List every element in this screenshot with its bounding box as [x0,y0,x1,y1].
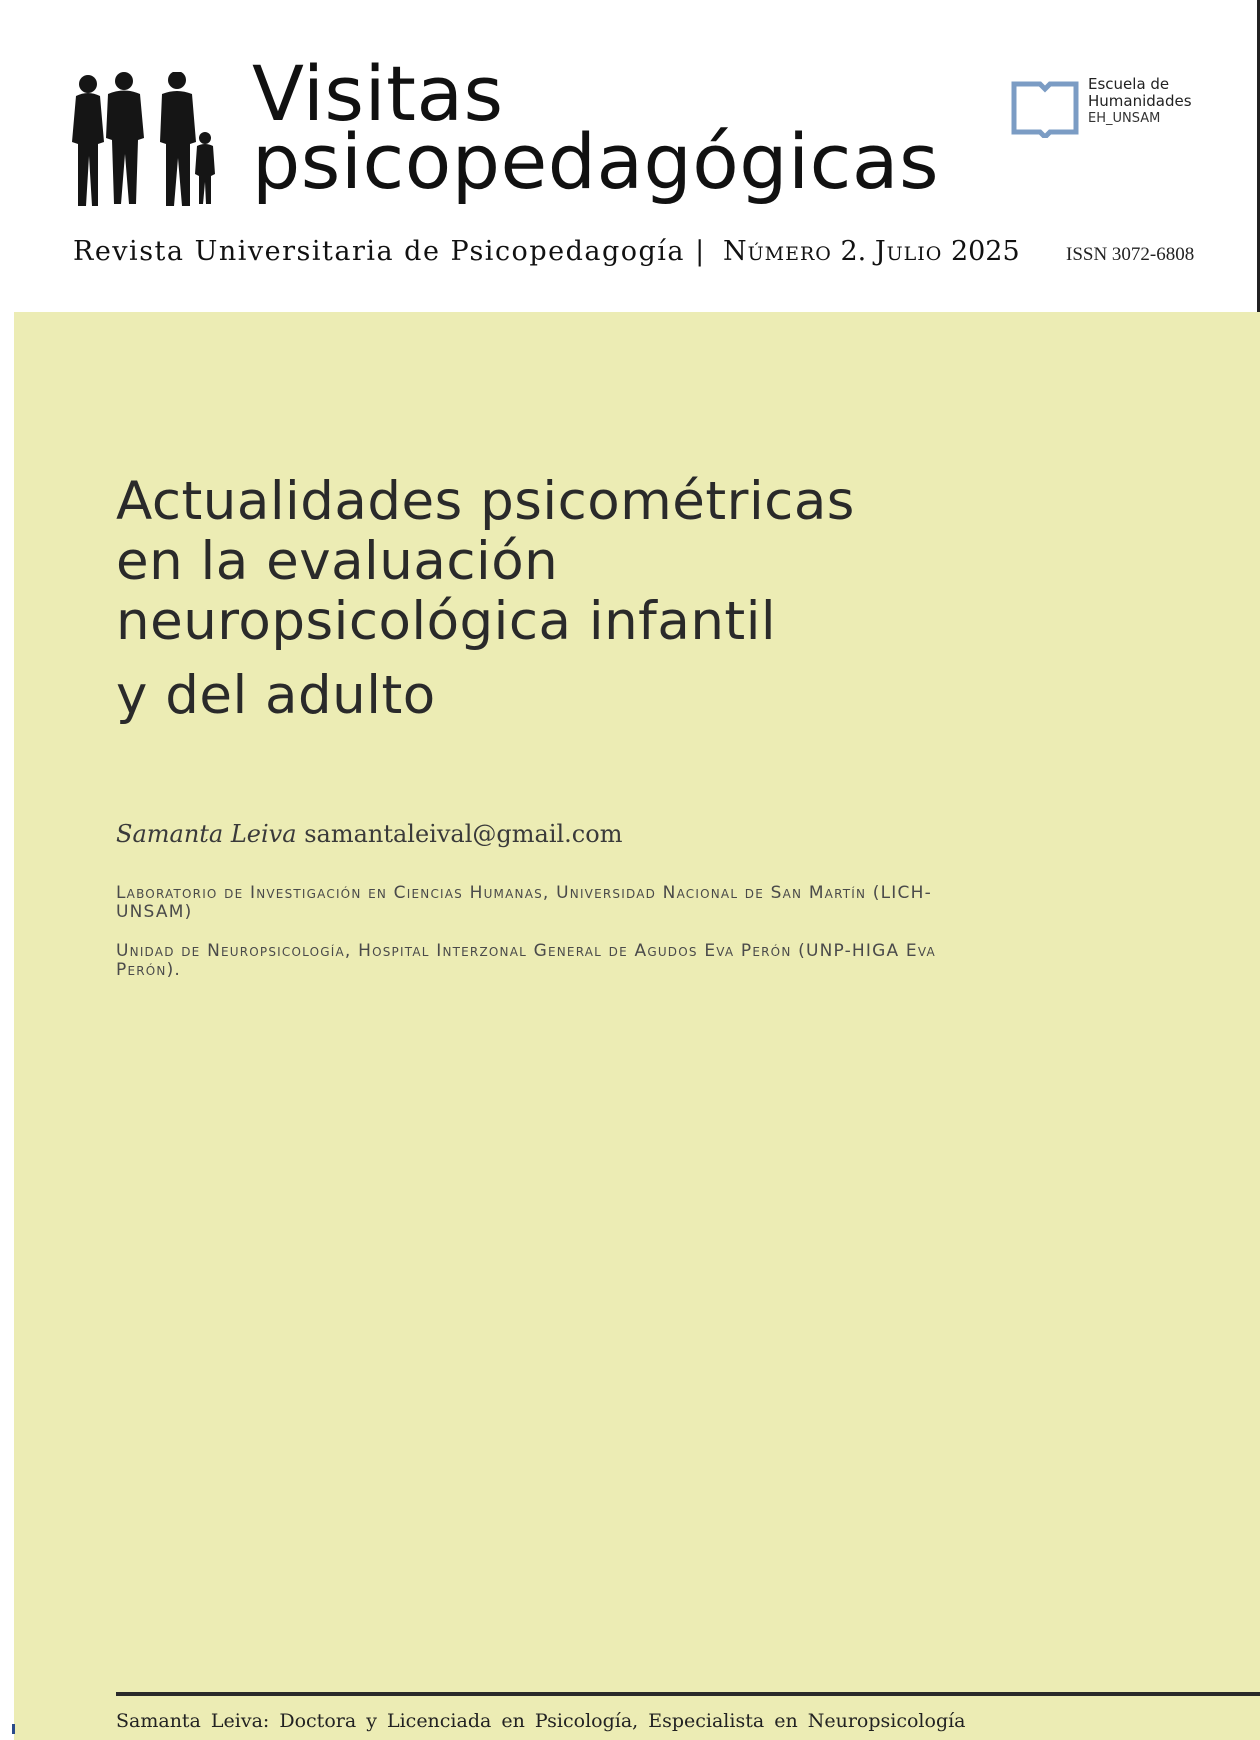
article-title [116,472,1016,726]
journal-title-line2: psicopedagógicas [252,117,940,206]
school-line2: Humanidades [1088,92,1192,110]
issue-word: Número [723,236,832,267]
journal-subtitle: Revista Universitaria de Psicopedagogía | [73,236,706,267]
school-line3: EH_UNSAM [1088,111,1161,126]
journal-subtitle-row [73,236,1213,272]
author-footnote: Samanta Leiva: Doctora y Licenciada en Psicología, Especialista en Neuropsicología [116,1710,966,1732]
issue-month: Julio [874,236,943,267]
issue-year: 2025 [950,236,1020,267]
edge-mark [12,1724,15,1734]
journal-title-line1: Visitas [252,49,504,138]
article-title-line: Actualidades psicométricas [116,471,855,532]
article-title-line: neuropsicológica infantil [116,591,777,652]
book-icon [1010,78,1080,138]
author-name: Samanta Leiva [116,820,297,848]
article-panel [14,312,1260,1740]
article-title-line: en la evaluación [116,531,559,592]
journal-header [0,0,1260,312]
school-line1: Escuela de [1088,75,1170,93]
silhouette-family-icon [72,72,232,206]
article-title-line: y del adulto [116,665,436,726]
issue-info [723,236,1020,267]
affiliation: Unidad de Neuropsicología, Hospital Interzonal General de Agudos Eva Perón (UNP-HIGA Eva Perón). [116,941,936,980]
school-name [1088,76,1192,127]
footer-divider [116,1692,1260,1696]
school-logo [1010,76,1210,138]
issn: ISSN 3072-6808 [1066,244,1195,265]
journal-title [252,49,940,206]
issue-number: 2. [840,236,867,267]
affiliation: Laboratorio de Investigación en Ciencias Humanas, Universidad Nacional de San Martín (LICH-UNSAM) [116,883,932,922]
author-line [116,820,622,848]
author-email[interactable]: samantaleival@gmail.com [304,820,623,848]
